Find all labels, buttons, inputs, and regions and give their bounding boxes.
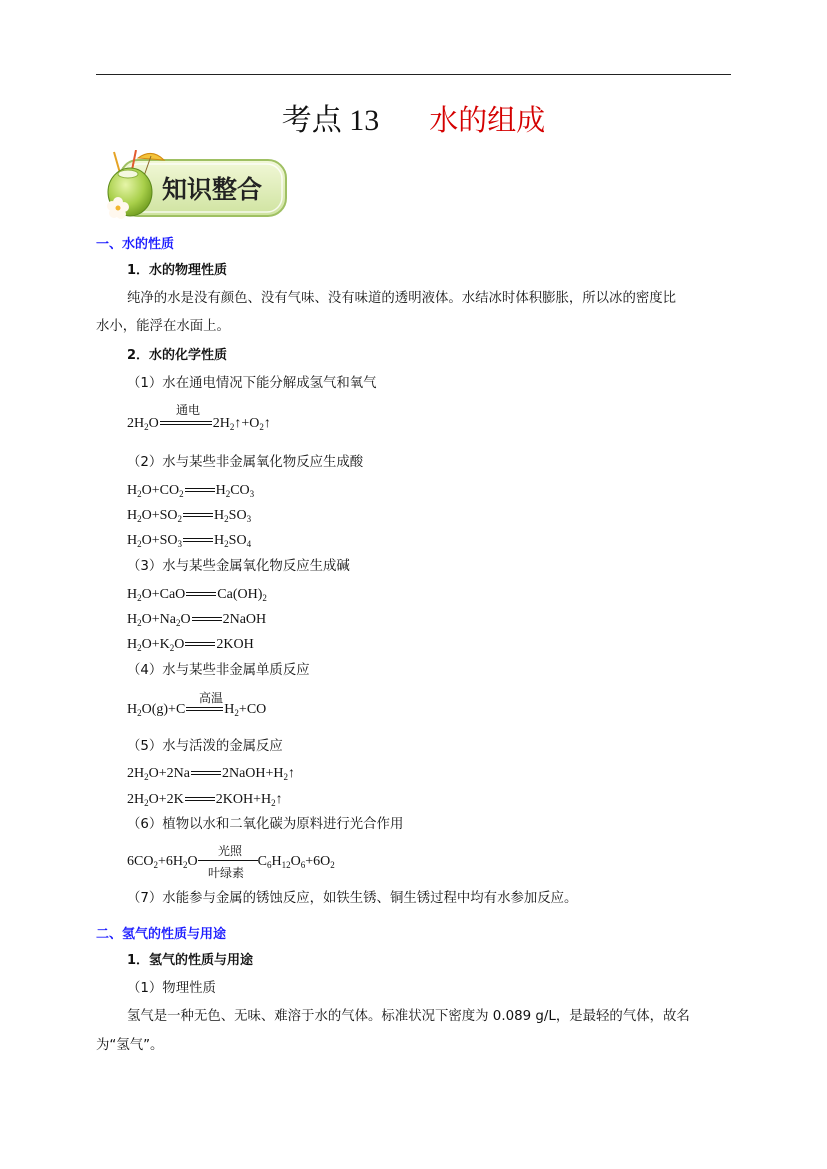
equation-co2: $H_2O+CO_2$ $H_2CO_3$ <box>127 483 255 499</box>
page-title <box>0 100 827 141</box>
item-metal-oxides: （3）水与某些金属氧化物反应生成碱 <box>127 559 350 574</box>
paragraph-hydrogen-line2: 为“氢气”。 <box>96 1038 164 1053</box>
item-nonmetal-oxides: （2）水与某些非金属氧化物反应生成酸 <box>127 455 364 470</box>
item-nonmetal-element: （4）水与某些非金属单质反应 <box>127 663 310 678</box>
equation-cao: $H_2O+CaO$ $Ca(OH)_2$ <box>127 587 267 603</box>
item-corrosion: （7）水能参与金属的锈蚀反应，如铁生锈、铜生锈过程中均有水参加反应。 <box>127 891 578 906</box>
knowledge-banner <box>100 150 290 222</box>
subheading-hydrogen-properties: 1．氢气的性质与用途 <box>127 953 254 968</box>
subheading-physical-properties: 1．水的物理性质 <box>127 263 228 278</box>
condition-light: 光照 <box>218 844 243 858</box>
coconut-drink-icon <box>100 150 290 222</box>
equation-photosynthesis: $6CO_2+6H_2O$ $C_6H_{12}O_6+6O_2$ <box>127 854 335 870</box>
item-active-metal: （5）水与活泼的金属反应 <box>127 739 283 754</box>
paragraph-physical-line1: 纯净的水是没有颜色、没有气味、没有味道的透明液体。水结冰时体积膨胀，所以冰的密度比 <box>127 291 677 306</box>
condition-high-temp: 高温 <box>199 691 224 705</box>
title-topic: 水的组成 <box>429 103 546 137</box>
equation-k2o: $H_2O+K_2O$ 2KOH <box>127 637 254 653</box>
equation-na2o: $H_2O+Na_2O$ 2NaOH <box>127 612 267 628</box>
condition-chlorophyll: 叶绿素 <box>208 866 245 880</box>
equation-so3: $H_2O+SO_3$ $H_2SO_4$ <box>127 533 252 549</box>
paragraph-physical-line2: 水小，能浮在水面上。 <box>96 319 230 334</box>
equation-carbon: $H_2O(g)+C$ $H_2+CO$ <box>127 702 267 718</box>
banner-text: 知识整合 <box>161 175 263 204</box>
condition-electrolysis: 通电 <box>176 403 201 417</box>
section-heading-water-properties: 一、水的性质 <box>96 237 175 252</box>
section-heading-hydrogen: 二、氢气的性质与用途 <box>96 927 227 942</box>
title-prefix: 考点 13 <box>281 104 380 137</box>
equation-potassium: $2H_2O+2K$ $2KOH+H_2↑$ <box>127 792 283 808</box>
equation-electrolysis: $2H_2O$ $2H_2↑+O_2↑$ <box>127 416 271 432</box>
header-rule <box>96 74 731 75</box>
item-physical-properties: （1）物理性质 <box>127 981 216 996</box>
paragraph-hydrogen-line1: 氢气是一种无色、无味、难溶于水的气体。标准状况下密度为 0.089 g/L，是最轻的气体，故名 <box>127 1009 690 1024</box>
item-photosynthesis: （6）植物以水和二氧化碳为原料进行光合作用 <box>127 817 404 832</box>
item-electrolysis: （1）水在通电情况下能分解成氢气和氧气 <box>127 376 377 391</box>
subheading-chemical-properties: 2．水的化学性质 <box>127 348 228 363</box>
equation-so2: $H_2O+SO_2$ $H_2SO_3$ <box>127 508 252 524</box>
equation-sodium: $2H_2O+2Na$ $2NaOH+H_2↑$ <box>127 766 296 782</box>
